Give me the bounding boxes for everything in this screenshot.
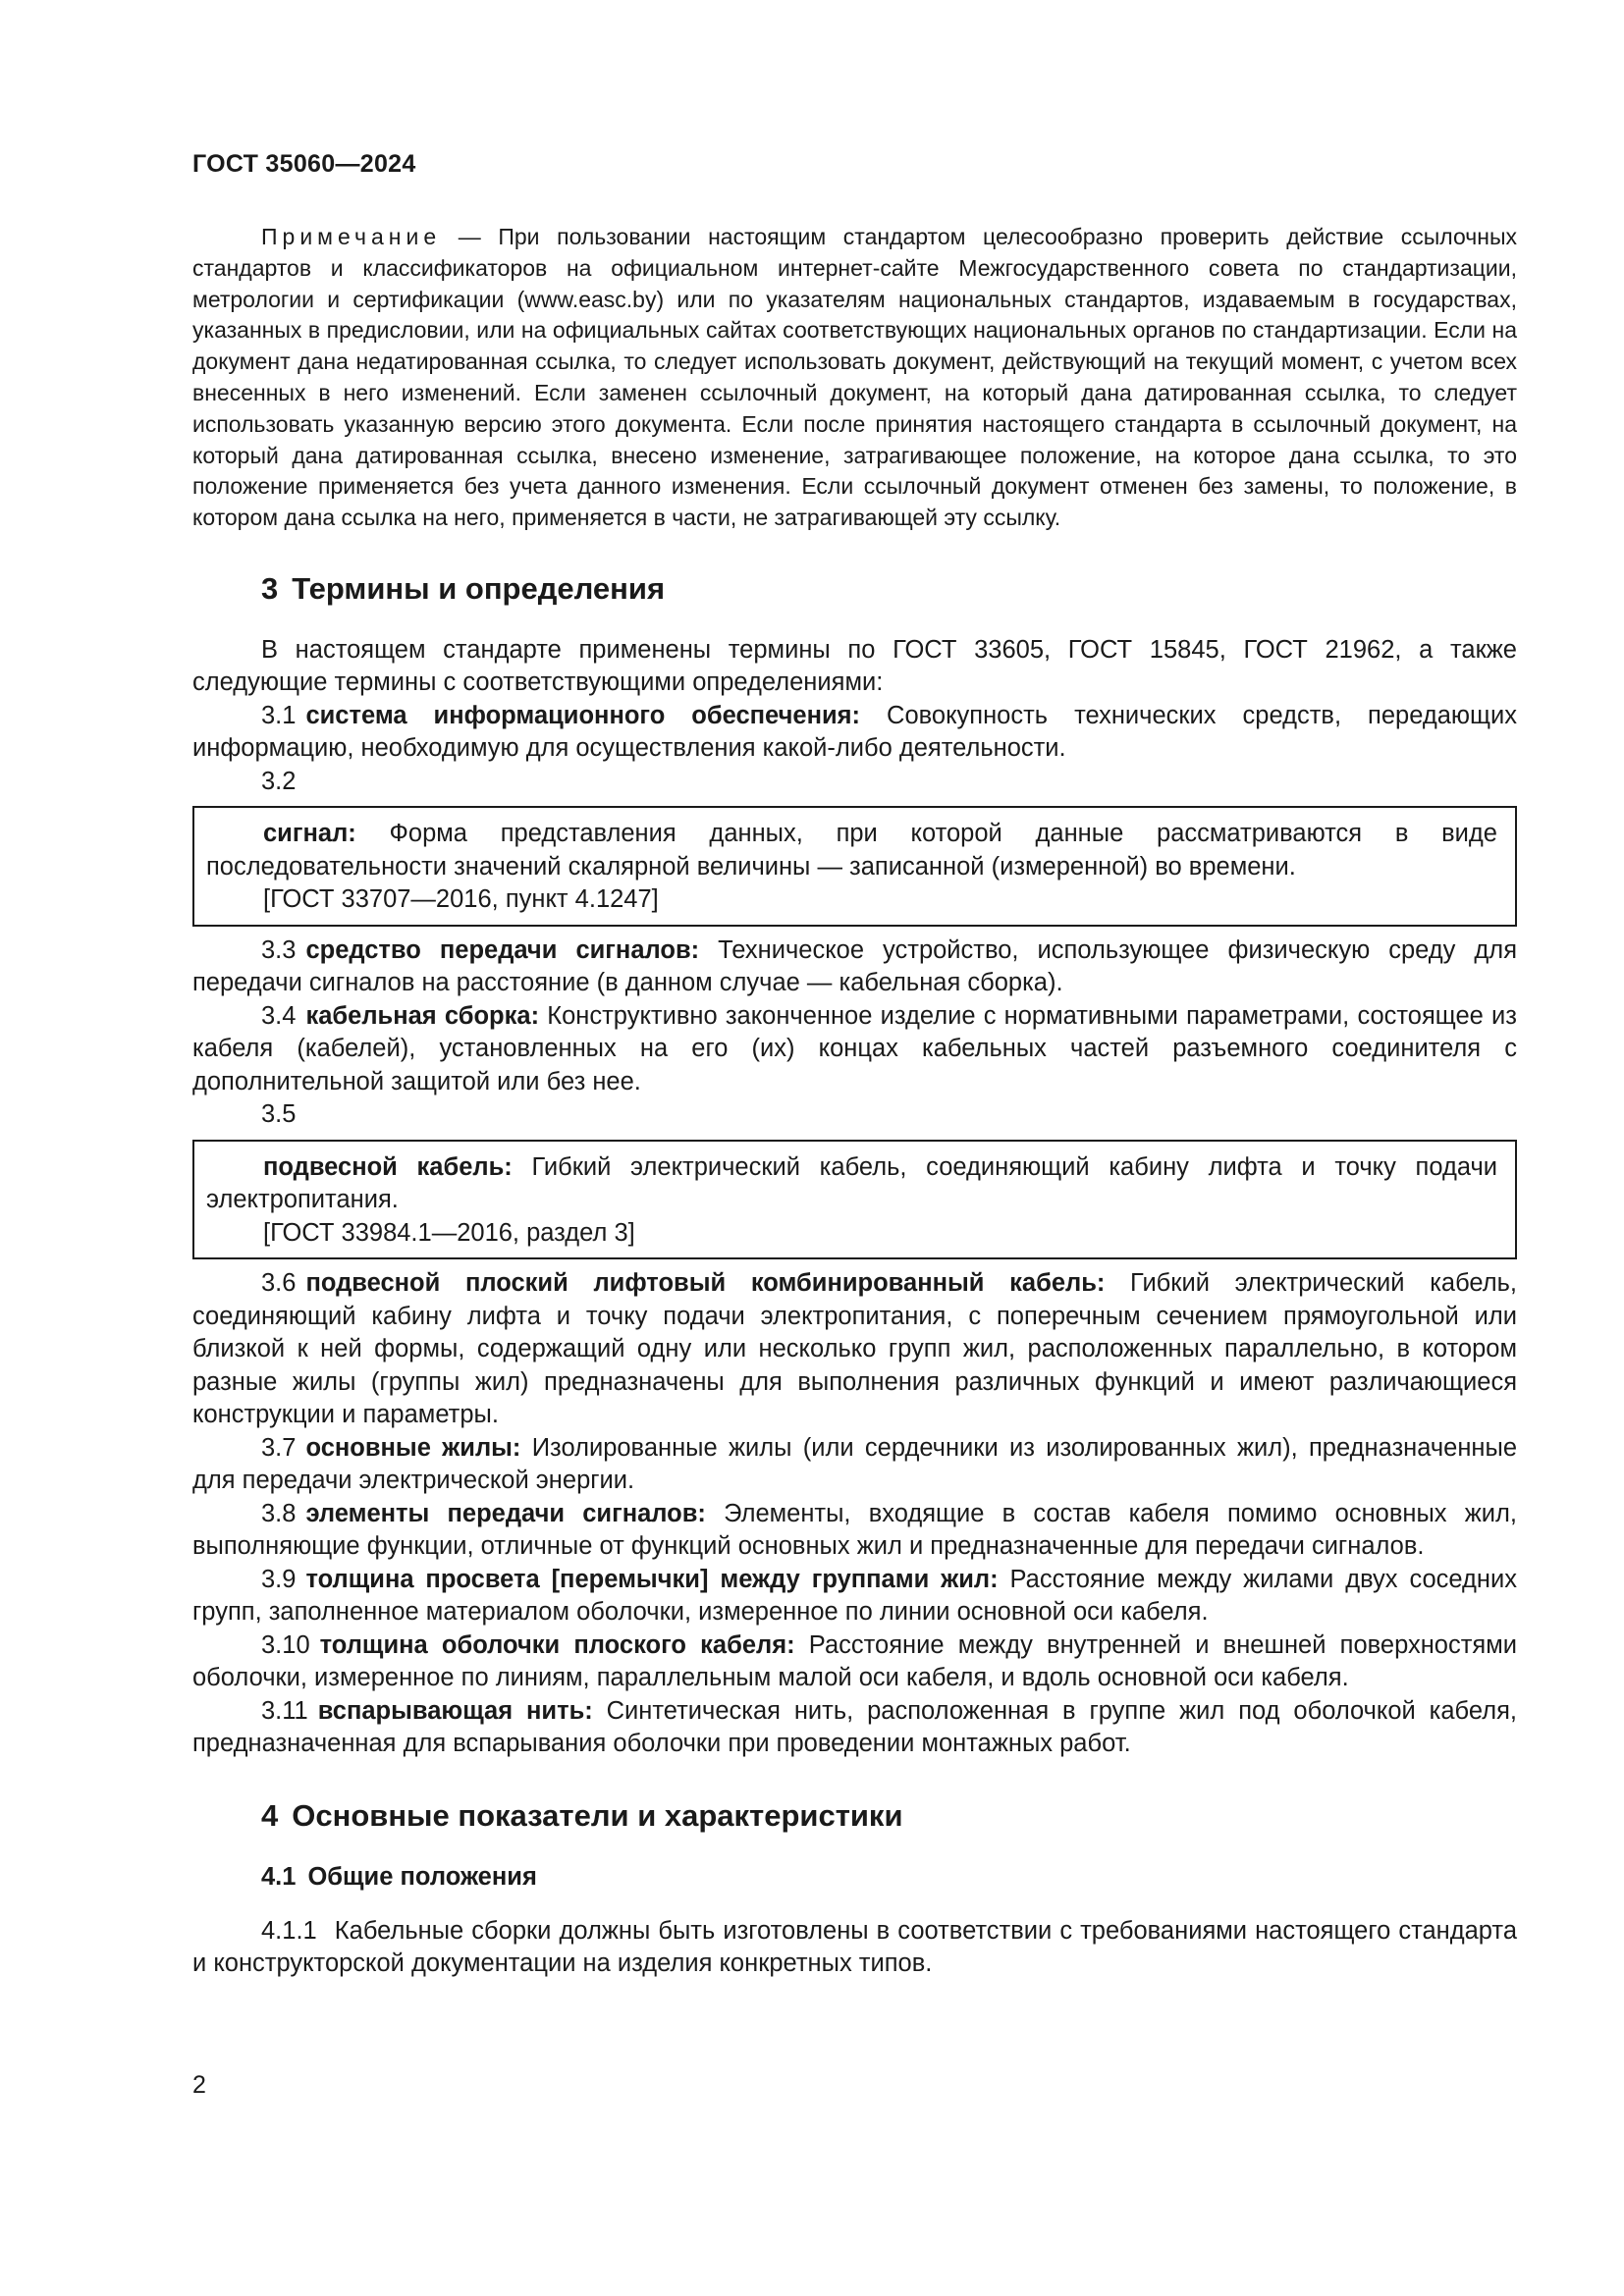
- section-4-heading: [261, 1796, 1517, 1836]
- term-entry: [192, 934, 1517, 1000]
- term-source-reference: [ГОСТ 33707—2016, пункт 4.1247]: [263, 885, 659, 914]
- note-label: Примечание: [261, 224, 442, 249]
- term-entry: [206, 1151, 1497, 1217]
- term-definition: Расстояние между внутренней и внешней поверхностями оболочки, измеренное по линиям, параллельным малой оси кабеля, и вдоль основной оси кабеля.: [192, 1630, 1518, 1692]
- term-name: подвесной плоский лифтовый комбинированный кабель:: [305, 1269, 1106, 1298]
- section-title: Основные показатели и характеристики: [292, 1797, 903, 1833]
- term-number: 3.8: [261, 1499, 297, 1527]
- subsection-4-1-heading: [261, 1861, 1517, 1894]
- term-definition: Изолированные жилы (или сердечники из изолированных жил), предназначенные для передачи электрической энергии.: [192, 1433, 1518, 1495]
- term-name: система информационного обеспечения:: [305, 701, 861, 729]
- term-name: элементы передачи сигналов:: [305, 1499, 706, 1527]
- term-name: подвесной кабель:: [263, 1152, 513, 1181]
- term-name: сигнал:: [263, 820, 356, 848]
- term-source-reference: [ГОСТ 33984.1—2016, раздел 3]: [263, 1218, 635, 1247]
- term-name: кабельная сборка:: [305, 1001, 540, 1030]
- subsection-title: Общие положения: [307, 1862, 537, 1891]
- term-number: 3.3: [261, 935, 297, 964]
- section-3-heading: [261, 569, 1517, 609]
- term-definition: Форма представления данных, при которой данные рассматриваются в виде последовательности значений скалярной величины — записанной (измеренной) во времени.: [206, 820, 1497, 881]
- term-entry: [192, 1498, 1517, 1564]
- term-name: толщина просвета [перемычки] между группами жил:: [305, 1565, 999, 1593]
- term-number: 3.11: [261, 1696, 308, 1725]
- term-entry: [192, 1564, 1517, 1629]
- clause-text: Кабельные сборки должны быть изготовлены в соответствии с требованиями настоящего стандарта и конструкторской документации на изделия конкретных типов.: [192, 1916, 1517, 1978]
- term-entry: [192, 1267, 1517, 1432]
- term-definition: Синтетическая нить, расположенная в группе жил под оболочкой кабеля, предназначенная для вспарывания оболочки при проведении монтажных работ.: [192, 1696, 1517, 1758]
- term-entry: [192, 1629, 1517, 1695]
- term-definition: Гибкий электрический кабель, соединяющий кабину лифта и точку подачи электропитания, с поперечным сечением прямоугольной или близкой к ней формы, содержащий одну или несколько групп жил, расположенных параллельно, в котором разные жилы (группы жил) предназначены для выполнения различных функций и имеют различающиеся конструкции и параметры.: [192, 1269, 1517, 1429]
- term-number: 3.4: [261, 1001, 297, 1030]
- quoted-term-box: [192, 1140, 1517, 1260]
- term-name: средство передачи сигналов:: [305, 935, 700, 964]
- term-definition: Расстояние между жилами двух соседних групп, заполненное материалом оболочки, измеренное по линии основной оси кабеля.: [192, 1565, 1518, 1627]
- document-header: ГОСТ 35060—2024: [192, 150, 416, 178]
- section-3-intro: В настоящем стандарте применены термины по ГОСТ 33605, ГОСТ 15845, ГОСТ 21962, а также следующие термины с соответствующими определениями:: [192, 635, 1517, 697]
- term-entry: [192, 1000, 1517, 1099]
- page-number: 2: [192, 2071, 206, 2099]
- page-content: [192, 222, 1517, 1981]
- term-number: 3.9: [261, 1565, 297, 1593]
- term-definition: Гибкий электрический кабель, соединяющий кабину лифта и точку подачи электропитания.: [206, 1152, 1497, 1214]
- clause-number: 4.1.1: [261, 1916, 317, 1945]
- term-name: основные жилы:: [305, 1433, 521, 1462]
- term-number-line: 3.5: [261, 1100, 297, 1129]
- term-number: 3.7: [261, 1433, 297, 1462]
- reference-note: [192, 222, 1517, 534]
- section-title: Термины и определения: [292, 570, 666, 606]
- clause-4-1-1: [192, 1915, 1517, 1981]
- term-number: 3.10: [261, 1630, 310, 1659]
- term-definition: Элементы, входящие в состав кабеля помимо основных жил, выполняющие функции, отличные от функций основных жил и предназначенные для передачи сигналов.: [192, 1499, 1518, 1561]
- term-entry: [206, 818, 1497, 883]
- term-number: 3.6: [261, 1269, 297, 1298]
- term-name: толщина оболочки плоского кабеля:: [319, 1630, 795, 1659]
- term-number-line: 3.2: [261, 767, 297, 795]
- term-definition: Совокупность технических средств, передающих информацию, необходимую для осуществления какой-либо деятельности.: [192, 701, 1517, 763]
- term-entry: [192, 1432, 1517, 1498]
- term-name: вспарывающая нить:: [317, 1696, 593, 1725]
- term-entry: [192, 1695, 1517, 1761]
- term-definition: Техническое устройство, использующее физическую среду для передачи сигналов на расстояние (в данном случае — кабельная сборка).: [192, 935, 1517, 997]
- term-number: 3.1: [261, 701, 297, 729]
- term-definition: Конструктивно законченное изделие с нормативными параметрами, состоящее из кабеля (кабелей), установленных на его (их) концах кабельных частей разъемного соединителя с дополнительной защитой или без нее.: [192, 1001, 1517, 1095]
- term-entry: [192, 700, 1517, 766]
- subsection-number: 4.1: [261, 1862, 297, 1891]
- quoted-term-box: [192, 806, 1517, 927]
- section-number: 3: [261, 570, 279, 606]
- note-text: — При пользовании настоящим стандартом целесообразно проверить действие ссылочных стандартов и классификаторов на официальном интернет-сайте Межгосударственного совета по стандартизации, метрологии и сертификации (www.easc.by) или по указателям национальных стандартов, издаваемым в государствах, указанных в предисловии, или на официальных сайтах соответствующих национальных органов по стандартизации. Если на документ дана недатированная ссылка, то следует использовать документ, действующий на текущий момент, с учетом всех внесенных в него изменений. Если заменен ссылочный документ, на который дана датированная ссылка, то следует использовать указанную версию этого документа. Если после принятия настоящего стандарта в ссылочный документ, на который дана датированная ссылка, внесено изменение, затрагивающее положение, на которое дана ссылка, то это положение применяется без учета данного изменения. Если ссылочный документ отменен без замены, то положение, в котором дана ссылка на него, применяется в части, не затрагивающей эту ссылку.: [192, 224, 1517, 531]
- section-number: 4: [261, 1797, 279, 1833]
